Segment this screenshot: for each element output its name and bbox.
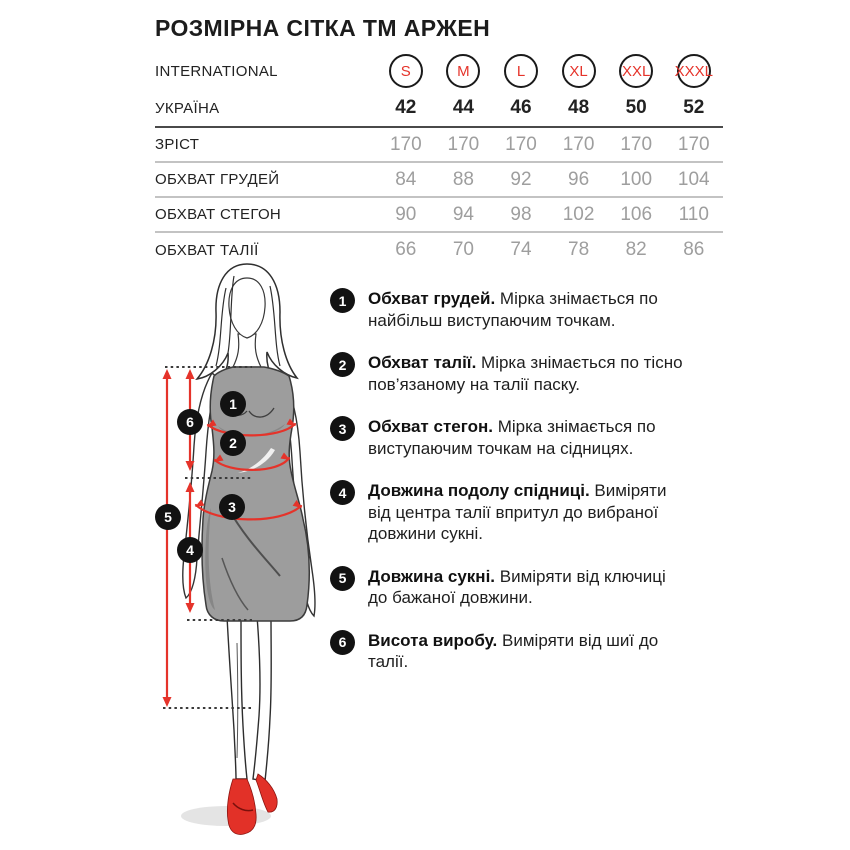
legend-number-badge: 6 (330, 630, 355, 655)
figure-marker-3 (219, 494, 245, 520)
table-cell: 96 (568, 168, 590, 190)
table-cell: 102 (562, 203, 595, 225)
table-cell: 44 (452, 97, 474, 118)
legend-item-2 (330, 352, 690, 395)
size-circle-l: L (504, 54, 538, 88)
table-cell: 66 (395, 239, 417, 260)
table-cell: 92 (510, 168, 532, 190)
figure-marker-1 (220, 391, 246, 417)
legend-text: Обхват грудей. Мірка знімається по найбільш виступаючим точкам. (368, 289, 658, 330)
svg-text:2: 2 (229, 435, 237, 451)
page-title: РОЗМІРНА СІТКА ТМ АРЖЕН (155, 15, 491, 41)
size-circle-xxxl: XXXL (677, 54, 711, 88)
legend-text: Довжина подолу спідниці. Виміряти від центра талії впритул до вибраної довжини сукні. (368, 481, 667, 543)
table-cell: 100 (620, 168, 653, 190)
table-cell: 74 (510, 239, 532, 260)
svg-text:5: 5 (164, 509, 172, 525)
legend-number-badge: 1 (330, 288, 355, 313)
table-cell: 170 (677, 133, 710, 155)
floor-shadow (181, 806, 271, 826)
size-circle-xl: XL (562, 54, 596, 88)
legend-text: Висота виробу. Виміряти від шиї до талії. (368, 630, 659, 671)
table-cell: 110 (678, 203, 709, 225)
legend-number-badge: 5 (330, 566, 355, 591)
svg-text:4: 4 (186, 542, 194, 558)
table-cell: 170 (389, 133, 422, 155)
figure-marker-4 (177, 537, 203, 563)
table-row-height (155, 128, 723, 163)
legend-number-badge: 3 (330, 416, 355, 441)
table-cell: 170 (447, 133, 480, 155)
table-cell: 94 (452, 203, 474, 225)
table-cell: 46 (510, 97, 532, 118)
front-shoe (227, 779, 256, 834)
legend-item-6 (330, 630, 690, 673)
svg-text:3: 3 (228, 499, 236, 515)
table-cell: 88 (452, 168, 474, 190)
size-circle-xxl: XXL (619, 54, 653, 88)
legend-item-1 (330, 288, 690, 331)
table-cell: 84 (395, 168, 417, 190)
table-cell: 82 (625, 239, 647, 260)
table-cell: 50 (625, 97, 647, 118)
figure-marker-6 (177, 409, 203, 435)
size-circle-m: M (446, 54, 480, 88)
table-row-international (155, 52, 723, 90)
legend-text: Довжина сукні. Виміряти від ключиці до бажаної довжини. (368, 566, 666, 607)
row-label: ОБХВАТ ТАЛІЇ (155, 241, 259, 259)
table-cell: 78 (568, 239, 590, 260)
table-cell: 170 (505, 133, 537, 155)
table-cell: 170 (562, 133, 595, 155)
table-cell: 52 (683, 97, 705, 118)
figure-marker-5 (155, 504, 181, 530)
right-leg (253, 616, 271, 781)
legend-item-3 (330, 416, 690, 459)
table-cell: 170 (620, 133, 653, 155)
table-row-chest (155, 163, 723, 198)
table-cell: 70 (452, 239, 474, 260)
legend-text: Обхват стегон. Мірка знімається по виступаючим точкам на сідницях. (368, 417, 656, 458)
table-cell: 86 (683, 239, 705, 260)
size-circle-s: S (389, 54, 423, 88)
table-cell: 106 (620, 203, 653, 225)
legend-number-badge: 4 (330, 480, 355, 505)
table-cell: 104 (677, 168, 710, 190)
row-label: ОБХВАТ СТЕГОН (155, 206, 282, 223)
row-label: УКРАЇНА (155, 99, 220, 117)
table-cell: 98 (510, 203, 532, 225)
legend-text: Обхват талії. Мірка знімається по тісно пов’язаному на талії паску. (368, 353, 683, 394)
measurement-legend (330, 288, 690, 694)
table-cell: 48 (568, 97, 590, 118)
svg-text:1: 1 (229, 396, 237, 412)
table-row-hips (155, 198, 723, 233)
svg-text:6: 6 (186, 414, 194, 430)
size-table (155, 52, 723, 267)
dress (202, 367, 309, 621)
back-shoe (256, 774, 277, 812)
table-cell: 42 (395, 97, 417, 118)
legend-item-5 (330, 566, 690, 609)
legend-number-badge: 2 (330, 352, 355, 377)
measurement-figure (130, 258, 345, 850)
figure-marker-2 (220, 430, 246, 456)
row-label: INTERNATIONAL (155, 62, 278, 80)
table-row-ukraine (155, 90, 723, 128)
row-label: ОБХВАТ ГРУДЕЙ (155, 171, 280, 188)
legend-item-4 (330, 480, 690, 545)
row-label: ЗРІСТ (155, 136, 200, 153)
table-cell: 90 (395, 203, 417, 225)
